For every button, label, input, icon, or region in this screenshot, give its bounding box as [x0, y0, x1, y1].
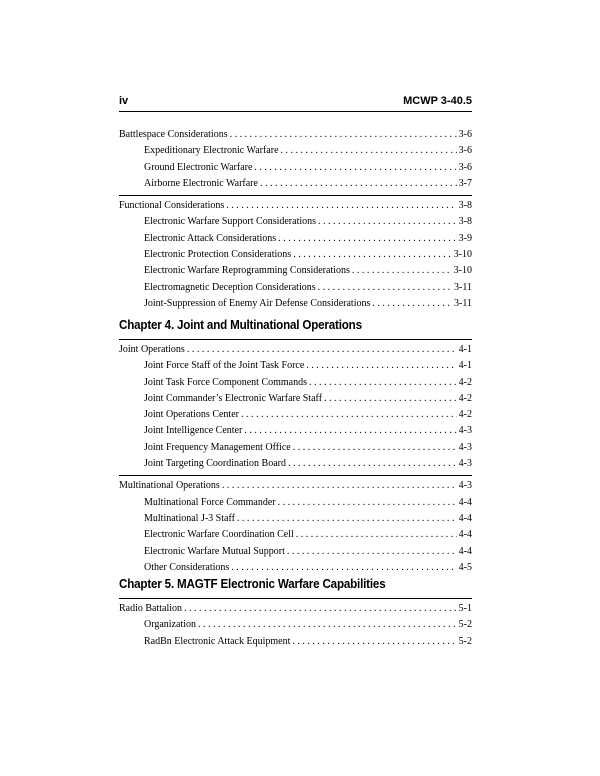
- entry-title: Joint Intelligence Center: [144, 425, 243, 437]
- dot-leader: [296, 527, 457, 543]
- page-number: iv: [119, 95, 129, 107]
- entry-title: Electronic Warfare Support Considerations: [144, 216, 317, 228]
- chapter-heading[interactable]: Chapter 5. MAGTF Electronic Warfare Capabilities: [119, 577, 386, 591]
- dot-leader: [288, 456, 457, 472]
- entry-title: Multinational Force Commander: [144, 496, 276, 508]
- toc-entry-level2[interactable]: [119, 544, 472, 560]
- entry-page: 4-3: [458, 458, 472, 470]
- entry-page: 4-3: [458, 480, 472, 492]
- header-rule: [119, 111, 472, 112]
- dot-leader: [292, 634, 456, 650]
- entry-title: Ground Electronic Warfare: [144, 161, 253, 173]
- toc-entry-level2[interactable]: [119, 375, 472, 391]
- entry-page: 3-7: [458, 177, 472, 189]
- running-header: [119, 95, 472, 115]
- toc-chapter5: [119, 577, 472, 650]
- entry-title: Electronic Warfare Reprogramming Considerations: [144, 265, 350, 277]
- entry-title: Joint Frequency Management Office: [144, 441, 291, 453]
- toc-entry-level2[interactable]: [119, 440, 472, 456]
- dot-leader: [260, 176, 457, 192]
- toc-entry-level1[interactable]: [119, 198, 472, 214]
- entry-title: Electronic Protection Considerations: [144, 249, 292, 261]
- entry-title: Electronic Attack Considerations: [144, 232, 277, 244]
- toc-entry-level2[interactable]: [119, 423, 472, 439]
- entry-title: Electronic Warfare Mutual Support: [144, 545, 285, 557]
- entry-page: 4-4: [458, 496, 472, 508]
- toc-chapter4: [119, 318, 472, 576]
- toc-entry-level2[interactable]: [119, 280, 472, 296]
- entry-title: Joint Operations Center: [144, 409, 239, 421]
- entry-title: Joint Task Force Component Commands: [144, 376, 307, 388]
- entry-page: 4-4: [458, 529, 472, 541]
- dot-leader: [198, 617, 457, 633]
- dot-leader: [318, 280, 452, 296]
- toc-entry-level2[interactable]: [119, 247, 472, 263]
- dot-leader: [293, 440, 457, 456]
- entry-page: 3-9: [458, 232, 472, 244]
- entry-page: 3-11: [454, 281, 472, 293]
- entry-title: Joint Commander’s Electronic Warfare Staff: [144, 392, 323, 404]
- entry-title: Electronic Warfare Coordination Cell: [144, 529, 294, 541]
- toc-entry-level2[interactable]: [119, 495, 472, 511]
- dot-leader: [237, 511, 457, 527]
- chapter-heading[interactable]: Chapter 4. Joint and Multinational Operations: [119, 318, 362, 332]
- entry-title: Functional Considerations: [119, 200, 225, 212]
- toc-entry-level2[interactable]: [119, 176, 472, 192]
- dot-leader: [184, 601, 457, 617]
- entry-title: Radio Battalion: [119, 603, 183, 614]
- dot-leader: [226, 198, 456, 214]
- entry-page: 4-1: [458, 344, 472, 355]
- toc-entry-level2[interactable]: [119, 511, 472, 527]
- entry-title: Battlespace Considerations: [119, 129, 228, 140]
- entry-page: 3-6: [458, 161, 472, 173]
- toc-entry-level2[interactable]: [119, 560, 472, 576]
- entry-title: Joint Force Staff of the Joint Task Force: [144, 360, 305, 372]
- toc-entry-level2[interactable]: [119, 214, 472, 230]
- toc-entry-level2[interactable]: [119, 231, 472, 247]
- entry-page: 3-8: [458, 216, 472, 228]
- dot-leader: [230, 127, 457, 143]
- entry-page: 4-2: [458, 392, 472, 404]
- dot-leader: [287, 544, 457, 560]
- entry-title: Organization: [144, 619, 197, 631]
- section-rule: [119, 195, 472, 196]
- dot-leader: [352, 263, 452, 279]
- entry-page: 4-1: [458, 360, 472, 372]
- dot-leader: [241, 407, 457, 423]
- dot-leader: [222, 478, 457, 494]
- entry-title: Joint-Suppression of Enemy Air Defense Considerations: [144, 297, 371, 309]
- entry-page: 3-6: [458, 145, 472, 157]
- entry-page: 4-2: [458, 409, 472, 421]
- entry-title: Other Considerations: [144, 561, 230, 573]
- entry-page: 4-3: [458, 441, 472, 453]
- entry-page: 3-6: [458, 129, 472, 140]
- toc-entry-level2[interactable]: [119, 263, 472, 279]
- toc-entry-level2[interactable]: [119, 456, 472, 472]
- entry-page: 3-8: [458, 200, 472, 212]
- toc-entry-level1[interactable]: [119, 478, 472, 494]
- entry-page: 3-10: [453, 249, 472, 261]
- entry-title: Joint Targeting Coordination Board: [144, 458, 286, 470]
- entry-title: RadBn Electronic Attack Equipment: [144, 635, 291, 647]
- toc-entry-level1[interactable]: [119, 342, 472, 358]
- entry-title: Expeditionary Electronic Warfare: [144, 145, 279, 157]
- entry-title: Multinational J-3 Staff: [144, 512, 235, 524]
- toc-entry-level2[interactable]: [119, 391, 472, 407]
- toc-entry-level1[interactable]: [119, 127, 472, 143]
- dot-leader: [293, 247, 451, 263]
- toc-entry-level2[interactable]: [119, 407, 472, 423]
- dot-leader: [318, 214, 457, 230]
- entry-page: 5-1: [458, 603, 472, 614]
- toc-entry-level2[interactable]: [119, 296, 472, 312]
- dot-leader: [231, 560, 456, 576]
- entry-page: 5-2: [458, 635, 472, 647]
- section-rule: [119, 339, 472, 340]
- publication-id: MCWP 3-40.5: [403, 95, 472, 107]
- dot-leader: [372, 296, 452, 312]
- entry-page: 4-2: [458, 376, 472, 388]
- entry-page: 4-4: [458, 512, 472, 524]
- entry-page: 4-5: [458, 561, 472, 573]
- toc-entry-level2[interactable]: [119, 160, 472, 176]
- toc-entry-level2[interactable]: [119, 358, 472, 374]
- entry-title: Electromagnetic Deception Considerations: [144, 281, 316, 293]
- dot-leader: [306, 358, 456, 374]
- entry-title: Multinational Operations: [119, 480, 220, 492]
- entry-page: 4-4: [458, 545, 472, 557]
- dot-leader: [278, 495, 457, 511]
- dot-leader: [324, 391, 457, 407]
- toc-entry-level2[interactable]: [119, 634, 472, 650]
- toc-entry-level1[interactable]: [119, 601, 472, 617]
- dot-leader: [309, 375, 457, 391]
- entry-page: 5-2: [458, 619, 472, 631]
- toc-chapter3-section: [119, 127, 472, 312]
- entry-page: 3-10: [453, 265, 472, 277]
- entry-title: Airborne Electronic Warfare: [144, 177, 258, 189]
- section-rule: [119, 475, 472, 476]
- entry-page: 3-11: [454, 297, 472, 309]
- entry-title: Joint Operations: [119, 344, 185, 355]
- dot-leader: [278, 231, 456, 247]
- dot-leader: [187, 342, 457, 358]
- section-rule: [119, 598, 472, 599]
- toc-entry-level2[interactable]: [119, 617, 472, 633]
- toc-entry-level2[interactable]: [119, 527, 472, 543]
- toc-entry-level2[interactable]: [119, 143, 472, 159]
- dot-leader: [244, 423, 456, 439]
- dot-leader: [254, 160, 456, 176]
- dot-leader: [281, 143, 457, 159]
- entry-page: 4-3: [458, 425, 472, 437]
